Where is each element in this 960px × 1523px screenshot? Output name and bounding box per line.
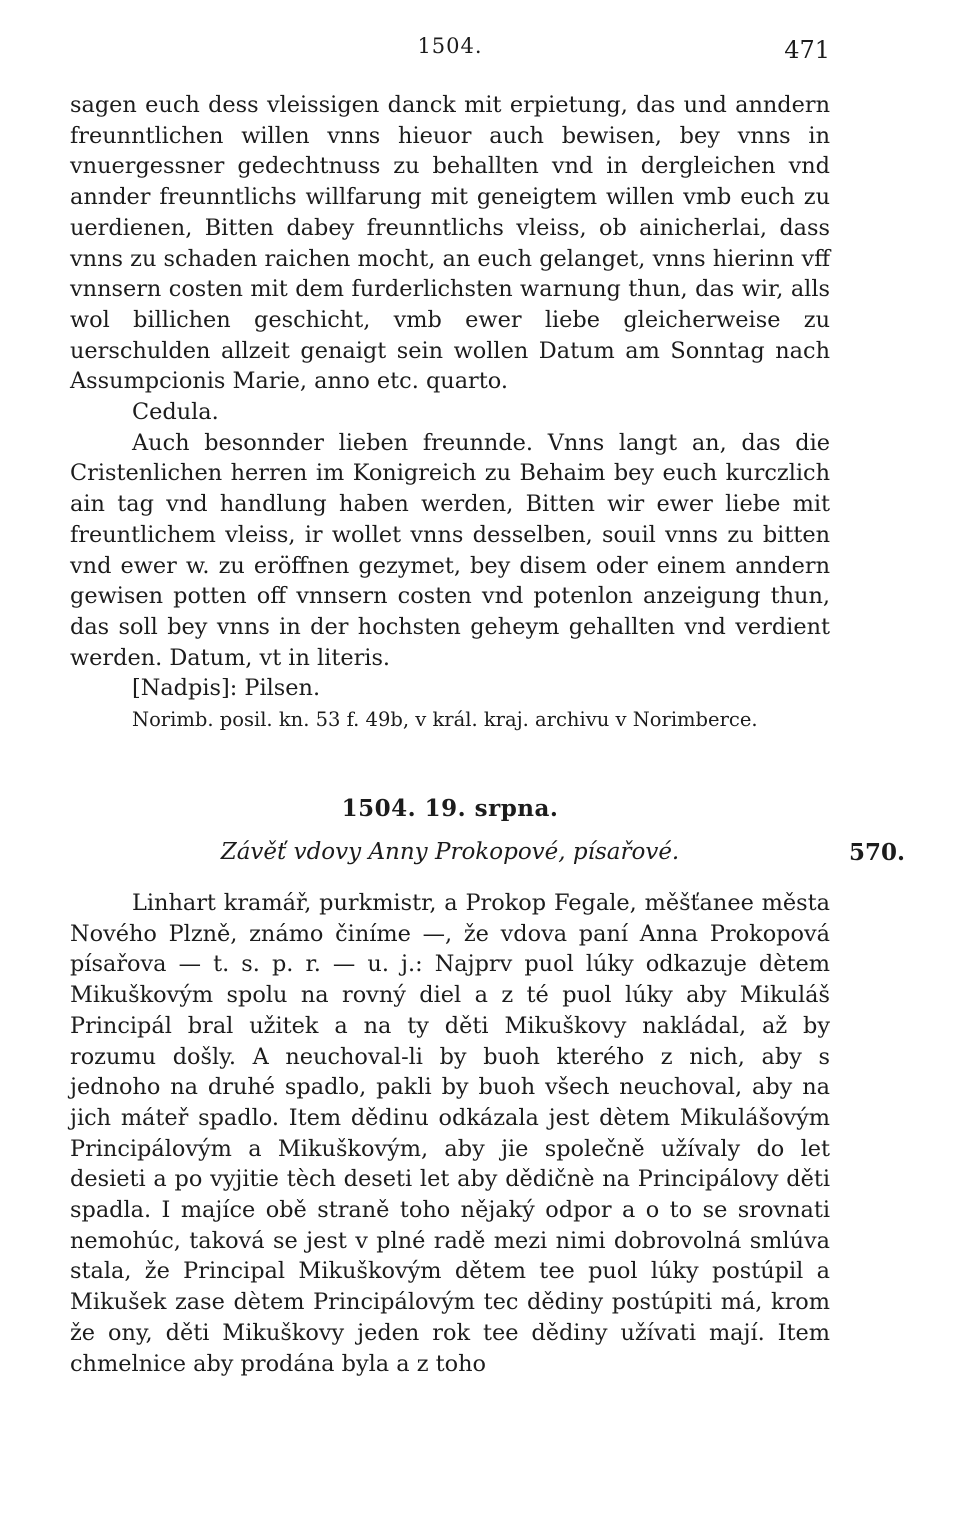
- document-title: Závěť vdovy Anny Prokopové, písařové.: [220, 839, 680, 865]
- testament-paragraph: Linhart kramář, purkmistr, a Prokop Fegale, měšťanee města Nového Plzně, známo činíme —, že vdova paní Anna Prokopová písařova — t. s. p. r. — u. j.: Najprv puol lúky odkazuje dètem Mikuškovým spolu na rovný diel a z té puol lúky aby Mikuláš Principál bral užitek a na ty děti Mikuškovy nakládal, až by rozumu došly. A neuchoval-li by buoh kterého z nich, aby s jednoho na druhé spadlo, pakli by buoh všech neuchoval, aby na jich máteř spadlo. Item dědinu odkázala jest dètem Mikulášovým Principálovým a Mikuškovým, aby jie společně užívaly do let desieti a po vyjitie tèch deseti let aby dědičnè na Principálovy děti spadla. I majíce obě straně toho nějaký odpor a o to se srovnati nemohúc, taková se jest v plné radě mezi nimi dobrovolná smlúva stala, že Principal Mikuškovým dětem tee puol lúky postúpil a Mikušek zase dètem Principálovým tec dědiny postúpiti má, krom že ony, děti Mikuškovy jeden rok tee dědiny užívati mají. Item chmelnice aby prodána byla a z toho: [70, 890, 830, 1377]
- running-head-year: 1504.: [417, 34, 483, 58]
- document-number: 570.: [848, 839, 905, 866]
- archive-citation: Norimb. posil. kn. 53 f. 49b, v král. kraj. archivu v Norimberce.: [132, 708, 758, 732]
- testament-text: [70, 888, 830, 1379]
- page-header: [70, 34, 830, 74]
- cedula-paragraph: Auch besonnder lieben freunnde. Vnns langt an, das die Cristenlichen herren im Konigreich zu Behaim bey euch kurczlich ain tag vnd handlung haben werden, Bitten wir ewer liebe mit freuntlichem vleiss, ir wollet vnns desselben, souil vnns zu bitten vnd ewer w. zu eröffnen gezymet, bey disem oder einem anndern gewisen potten off vnnsern costen vnd potenlon anzeigung thun, das soll bey vnns in der hochsten geheym gehallten vnd verdient werden. Datum, vt in literis.: [70, 429, 830, 671]
- page-number: 471: [784, 36, 830, 64]
- cedula-label: Cedula.: [132, 399, 219, 426]
- letter-text: [70, 90, 830, 734]
- letter-paragraph: sagen euch dess vleissigen danck mit erpietung, das und anndern freunntlichen willen vnns hieuor auch bewisen, bey vnns in vnuergessner gedechtnuss zu behallten vnd in dergleichen vnd annder freunntlichs willfarung mit geneigtem willen vmb euch zu uerdienen, Bitten dabey freunntlichs vleiss, ob ainicherlai, dass vnns zu schaden raichen mocht, an euch gelanget, vnns hierinn vff vnnsern costen mit dem furderlichsten warnung thun, das wir, alls wol billichen geschicht, vmb ewer liebe gleicherweise zu uerschulden allzeit genaigt sein wollen Datum am Sonntag nach Assumpcionis Marie, anno etc. quarto.: [70, 92, 830, 395]
- document-date-heading: 1504. 19. srpna.: [341, 795, 559, 822]
- letter-address: [Nadpis]: Pilsen.: [132, 675, 321, 702]
